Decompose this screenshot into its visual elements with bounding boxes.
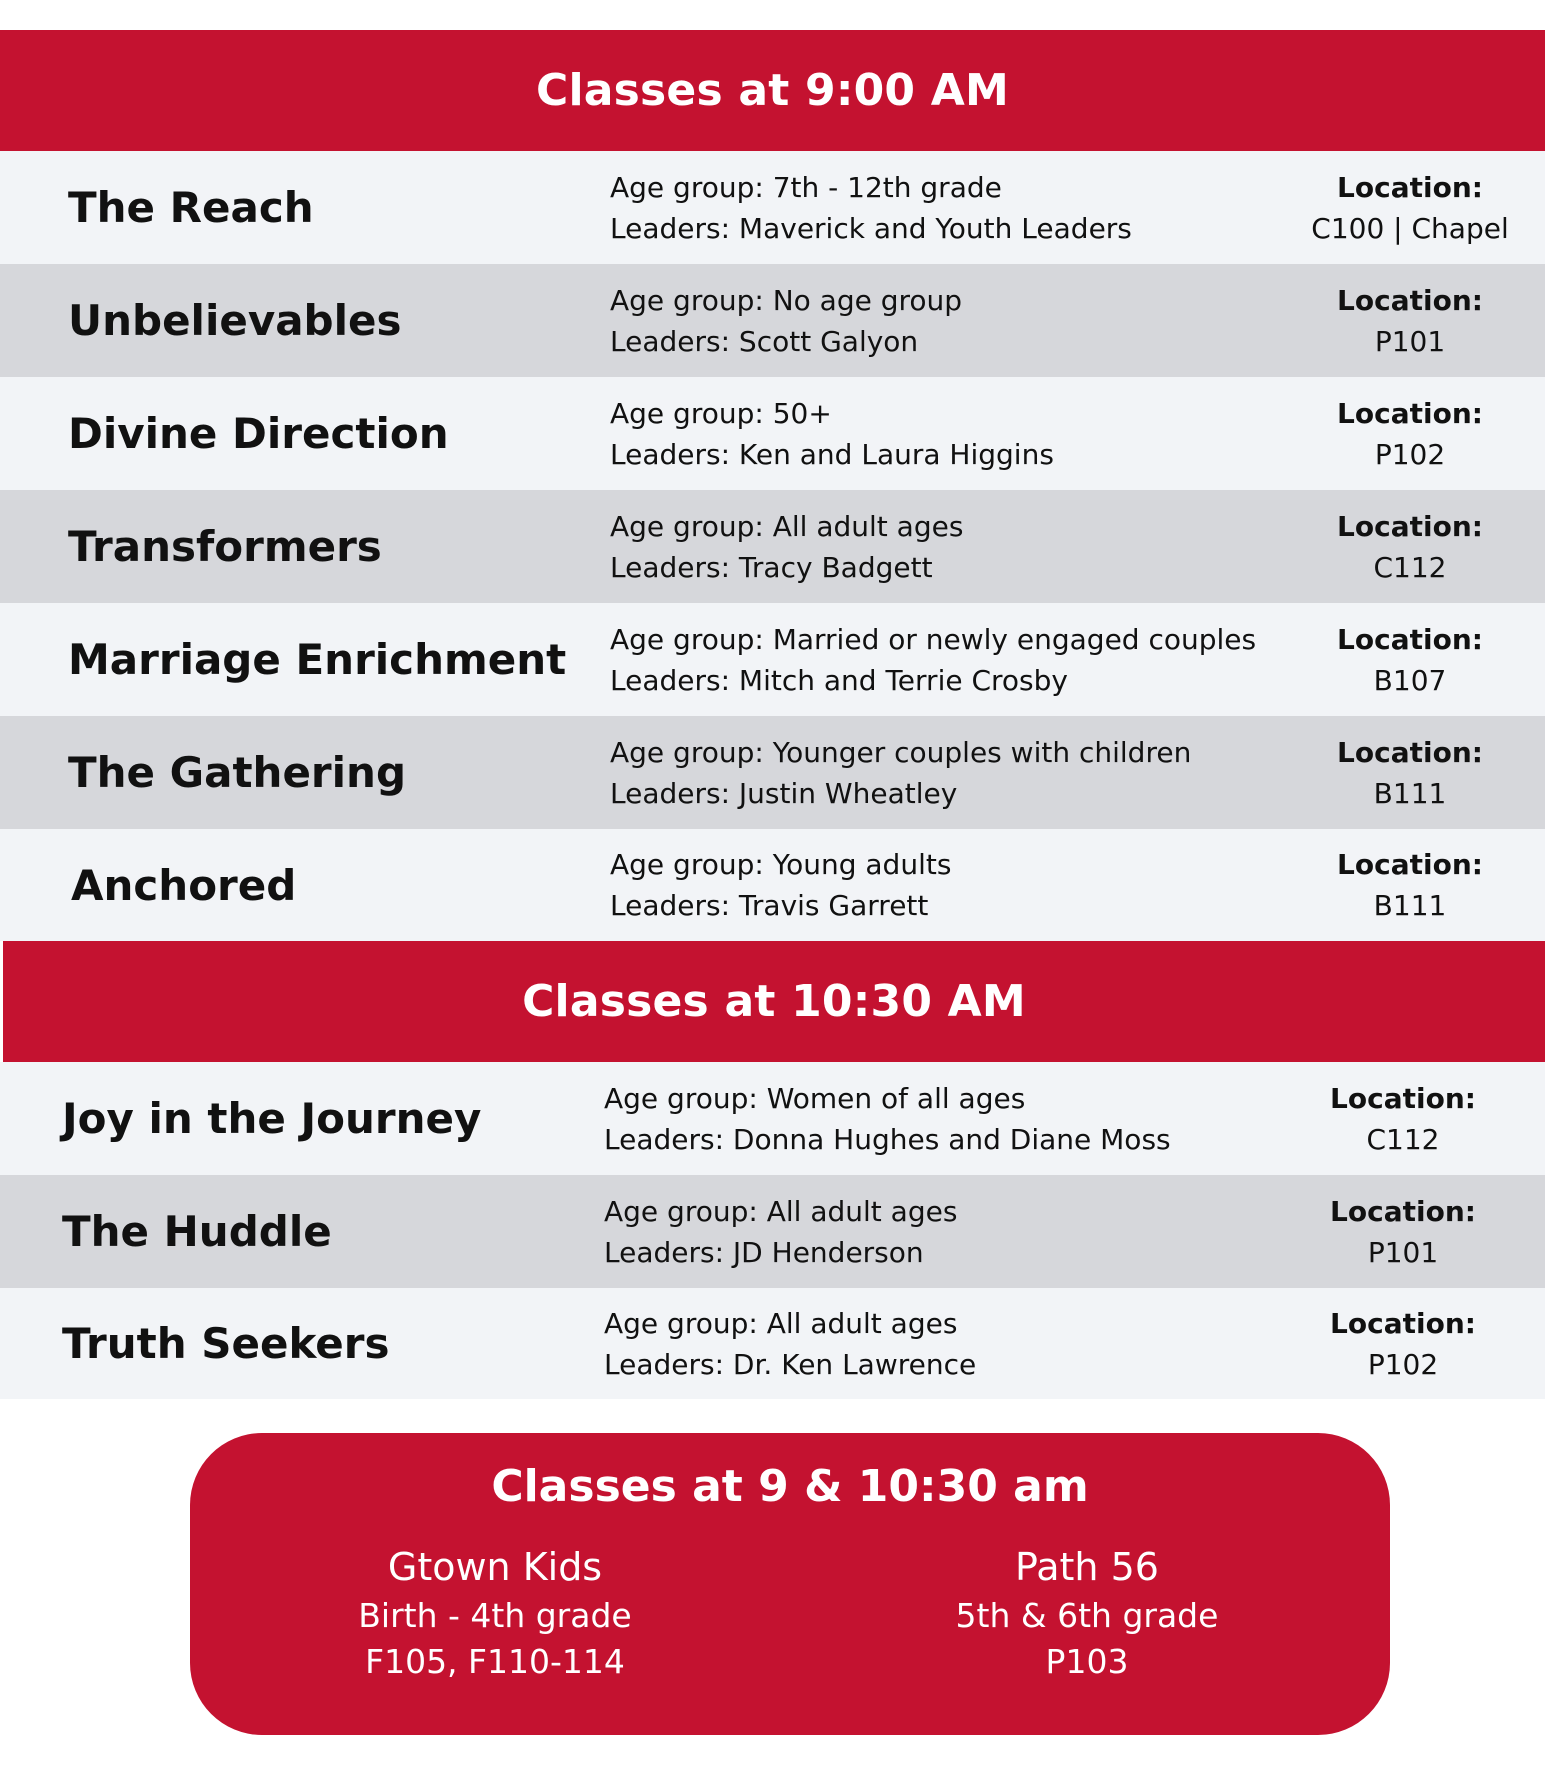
class-location [1283,1175,1523,1288]
class-row [0,829,1545,941]
class-leaders: Leaders: Scott Galyon [610,324,919,358]
location-value: B111 [1373,776,1447,810]
program-name: Gtown Kids [387,1545,603,1589]
class-name: Truth Seekers [62,1319,390,1368]
class-name: The Gathering [68,748,407,797]
class-leaders: Leaders: JD Henderson [604,1235,924,1269]
class-name: Marriage Enrichment [68,635,567,684]
class-age-group: Age group: Young adults [610,848,952,881]
class-info [604,1175,957,1288]
location-value: P102 [1367,1347,1439,1381]
class-row [0,716,1545,829]
class-location [1283,1288,1523,1399]
section-900-banner [0,30,1545,151]
class-row [0,603,1545,716]
kids-program-gtown-kids [285,1541,705,1685]
class-info [604,1288,976,1399]
class-name: Anchored [71,860,297,910]
class-name: The Reach [68,183,314,232]
class-info [610,151,1132,264]
location-value: C112 [1366,1122,1440,1156]
class-leaders: Leaders: Donna Hughes and Diane Moss [604,1122,1171,1156]
class-location [1290,829,1530,941]
location-value: C100 | Chapel [1311,211,1509,245]
class-location [1290,151,1530,264]
location-label: Location: [1337,735,1483,769]
location-value: B111 [1373,889,1447,922]
class-row [0,151,1545,264]
class-info [610,264,962,377]
class-info [610,829,951,941]
program-name: Path 56 [1015,1545,1159,1589]
class-age-group: Age group: Married or newly engaged couples [610,622,1257,656]
class-info [610,377,1054,490]
location-value: C112 [1373,550,1447,584]
class-name: The Huddle [62,1207,332,1256]
class-info [610,716,1191,829]
class-location [1290,603,1530,716]
kids-classes-box [190,1433,1390,1735]
class-location [1290,490,1530,603]
class-leaders: Leaders: Travis Garrett [610,889,929,922]
class-leaders: Leaders: Mitch and Terrie Crosby [610,663,1068,697]
class-age-group: Age group: Younger couples with children [610,735,1192,769]
class-leaders: Leaders: Justin Wheatley [610,776,958,810]
class-leaders: Leaders: Tracy Badgett [610,550,933,584]
class-age-group: Age group: 50+ [610,396,832,430]
class-row [0,1288,1545,1399]
kids-classes-title: Classes at 9 & 10:30 am [491,1461,1089,1512]
class-age-group: Age group: No age group [610,283,963,317]
class-row [0,1175,1545,1288]
location-label: Location: [1337,622,1483,656]
location-value: P101 [1374,324,1446,358]
location-label: Location: [1337,283,1483,317]
location-value: B107 [1373,663,1447,697]
class-age-group: Age group: All adult ages [604,1306,958,1340]
class-location [1290,716,1530,829]
class-age-group: Age group: All adult ages [610,509,964,543]
class-info [610,490,963,603]
class-row [0,1062,1545,1175]
class-info [604,1062,1171,1175]
class-location [1283,1062,1523,1175]
class-age-group: Age group: All adult ages [604,1194,958,1228]
class-row [0,264,1545,377]
class-row [0,490,1545,603]
class-name: Divine Direction [68,409,449,458]
class-info [610,603,1256,716]
location-label: Location: [1330,1081,1476,1115]
class-age-group: Age group: 7th - 12th grade [610,170,1002,204]
section-900-title: Classes at 9:00 AM [535,65,1010,116]
location-label: Location: [1330,1194,1476,1228]
program-ages: 5th & 6th grade [955,1596,1219,1635]
program-rooms: F105, F110-114 [365,1642,625,1681]
class-row [0,377,1545,490]
class-leaders: Leaders: Ken and Laura Higgins [610,437,1054,471]
location-label: Location: [1330,1306,1476,1340]
section-1030-title: Classes at 10:30 AM [522,976,1026,1027]
location-label: Location: [1337,170,1483,204]
location-value: P101 [1367,1235,1439,1269]
class-leaders: Leaders: Dr. Ken Lawrence [604,1347,977,1381]
class-age-group: Age group: Women of all ages [604,1081,1026,1115]
kids-program-path-56 [877,1541,1297,1685]
class-name: Joy in the Journey [62,1094,482,1143]
program-ages: Birth - 4th grade [358,1596,632,1635]
class-name: Transformers [68,522,382,571]
section-1030-banner [3,941,1545,1062]
location-label: Location: [1337,396,1483,430]
class-location [1290,377,1530,490]
location-label: Location: [1337,509,1483,543]
location-value: P102 [1374,437,1446,471]
program-rooms: P103 [1045,1642,1129,1681]
class-name: Unbelievables [68,296,402,345]
class-location [1290,264,1530,377]
location-label: Location: [1337,848,1483,881]
class-leaders: Leaders: Maverick and Youth Leaders [610,211,1132,245]
